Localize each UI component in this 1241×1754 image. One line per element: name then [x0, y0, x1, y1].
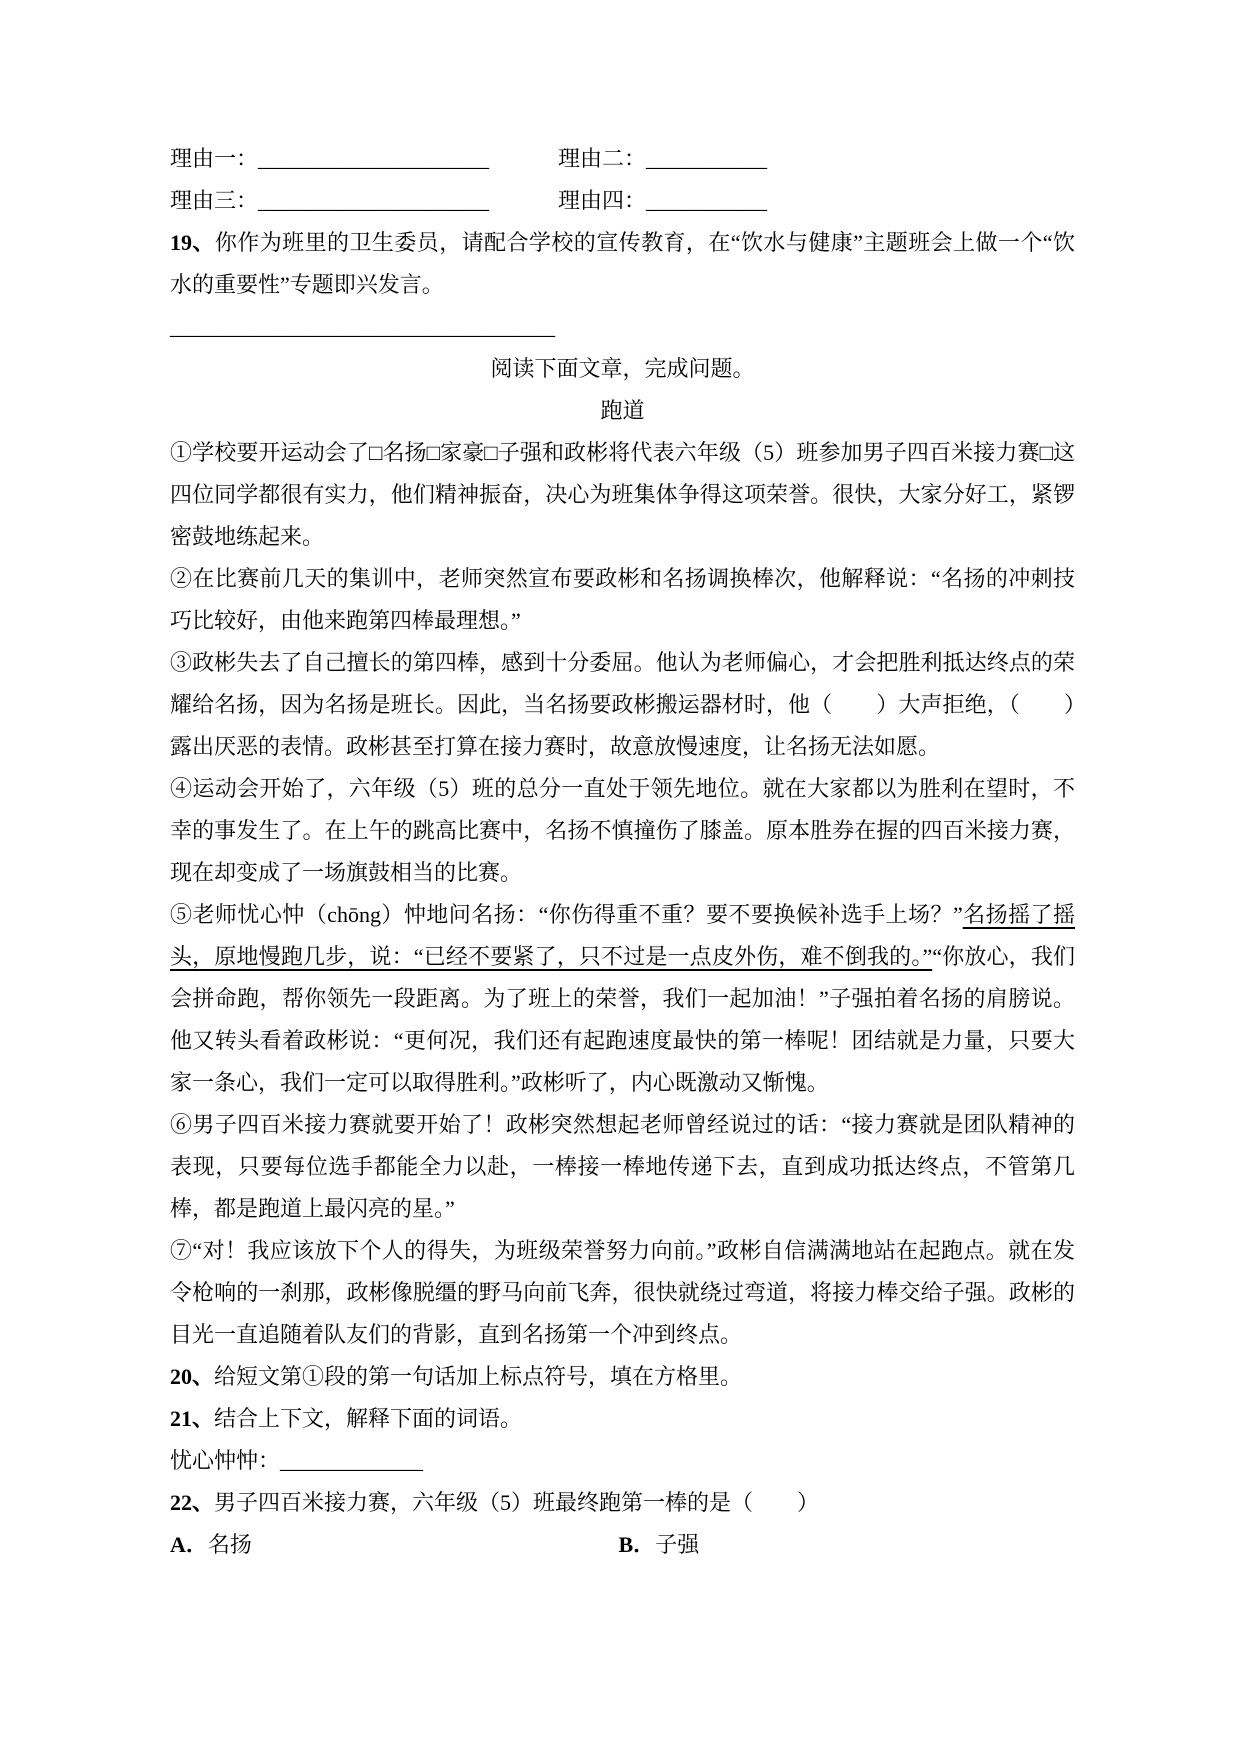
reason-label-1: 理由一： — [170, 146, 259, 171]
option-b-text: 子强 — [655, 1532, 700, 1557]
reading-instruction-text: 阅读下面文章，完成问题。 — [490, 356, 755, 381]
question-20-text: 给短文第①段的第一句话加上标点符号，填在方格里。 — [214, 1364, 743, 1389]
reason-blank-4: ___________ — [646, 188, 768, 213]
word-explanation-row — [170, 1440, 1075, 1482]
reason-label-4: 理由四： — [558, 188, 647, 213]
article-paragraph — [170, 642, 1075, 768]
article-paragraph — [170, 558, 1075, 642]
reason-blank-1: _____________________ — [258, 146, 490, 171]
reason-item-3 — [170, 180, 558, 222]
article-body — [170, 432, 1075, 1356]
option-a — [170, 1524, 613, 1566]
article-title — [170, 390, 1075, 432]
paragraph-segment: ③政彬失去了自己擅长的第四棒，感到十分委屈。他认为老师偏心，才会把胜利抵达终点的荣耀给名扬，因为名扬是班长。因此，当名扬要政彬搬运器材时，他（ ）大声拒绝，（ ）露出厌恶的表情。政彬甚至打算在接力赛时，故意放慢速度，让名扬无法如愿。 — [170, 650, 1075, 759]
article-paragraph — [170, 1104, 1075, 1230]
question-19 — [170, 222, 1075, 306]
question-19-answer-blank — [170, 306, 1075, 348]
question-20-number: 20、 — [170, 1364, 215, 1389]
reason-label-2: 理由二： — [558, 146, 647, 171]
question-21-number: 21、 — [170, 1406, 215, 1431]
question-22-number: 22、 — [170, 1490, 215, 1515]
article-paragraph — [170, 1230, 1075, 1356]
paragraph-segment: ②在比赛前几天的集训中，老师突然宣布要政彬和名扬调换棒次，他解释说：“名扬的冲刺技巧比较好，由他来跑第四棒最理想。” — [170, 566, 1075, 633]
article-paragraph — [170, 768, 1075, 894]
paragraph-segment: ④运动会开始了，六年级（5）班的总分一直处于领先地位。就在大家都以为胜利在望时，不幸的事发生了。在上午的跳高比赛中，名扬不慎撞伤了膝盖。原本胜券在握的四百米接力赛，现在却变成了一场旗鼓相当的比赛。 — [170, 776, 1075, 885]
word-blank: _____________ — [280, 1448, 424, 1473]
question-21-text: 结合上下文，解释下面的词语。 — [214, 1406, 523, 1431]
reading-instruction — [170, 348, 1075, 390]
reason-item-2 — [558, 138, 1075, 180]
option-a-label: A． — [170, 1532, 208, 1557]
word-label: 忧心忡忡： — [170, 1448, 281, 1473]
question-20 — [170, 1356, 1075, 1398]
question-22-options — [170, 1524, 1075, 1566]
reason-blank-3: _____________________ — [258, 188, 490, 213]
reason-blanks-row-2 — [170, 180, 1075, 222]
page-content — [170, 138, 1075, 1566]
answer-blank-line: ___________________________________ — [170, 314, 555, 339]
option-b — [619, 1532, 700, 1557]
reason-blanks-row-1 — [170, 138, 1075, 180]
reason-blank-2: ___________ — [646, 146, 768, 171]
paragraph-segment: ⑥男子四百米接力赛就要开始了！政彬突然想起老师曾经说过的话：“接力赛就是团队精神的表现，只要每位选手都能全力以赴，一棒接一棒地传递下去，直到成功抵达终点，不管第几棒，都是跑道上最闪亮的星。” — [170, 1112, 1075, 1221]
reason-label-3: 理由三： — [170, 188, 259, 213]
question-19-text: 你作为班里的卫生委员，请配合学校的宣传教育，在“饮水与健康”主题班会上做一个“饮水的重要性”专题即兴发言。 — [170, 230, 1075, 297]
paragraph-segment: ⑦“对！我应该放下个人的得失，为班级荣誉努力向前。”政彬自信满满地站在起跑点。就在发令枪响的一刹那，政彬像脱缰的野马向前飞奔，很快就绕过弯道，将接力棒交给子强。政彬的目光一直追随着队友们的背影，直到名扬第一个冲到终点。 — [170, 1238, 1075, 1347]
article-paragraph — [170, 432, 1075, 558]
question-22 — [170, 1482, 1075, 1524]
underlined-segment: 名扬摇了摇头，原地慢跑几步，说：“已经不要紧了，只不过是一点皮外伤，难不倒我的。” — [170, 902, 1075, 969]
option-a-text: 名扬 — [207, 1532, 252, 1557]
paragraph-segment: ⑤老师忧心忡（chōng）忡地问名扬：“你伤得重不重？要不要换候补选手上场？” — [170, 902, 963, 927]
question-19-number: 19、 — [170, 230, 215, 255]
question-21 — [170, 1398, 1075, 1440]
article-title-text: 跑道 — [600, 398, 645, 423]
article-paragraph — [170, 894, 1075, 1104]
paragraph-segment: “你放心，我们会拼命跑，帮你领先一段距离。为了班上的荣誉，我们一起加油！”子强拍着名扬的肩膀说。他又转头看着政彬说：“更何况，我们还有起跑速度最快的第一棒呢！团结就是力量，只要大家一条心，我们一定可以取得胜利。”政彬听了，内心既激动又惭愧。 — [170, 944, 1075, 1095]
question-22-text: 男子四百米接力赛，六年级（5）班最终跑第一棒的是（ ） — [214, 1490, 820, 1515]
reason-item-1 — [170, 138, 558, 180]
reason-item-4 — [558, 180, 1075, 222]
option-b-label: B． — [618, 1532, 656, 1557]
paragraph-segment: ①学校要开运动会了□名扬□家豪□子强和政彬将代表六年级（5）班参加男子四百米接力赛□这四位同学都很有实力，他们精神振奋，决心为班集体争得这项荣誉。很快，大家分好工，紧锣密鼓地练起来。 — [170, 440, 1075, 549]
